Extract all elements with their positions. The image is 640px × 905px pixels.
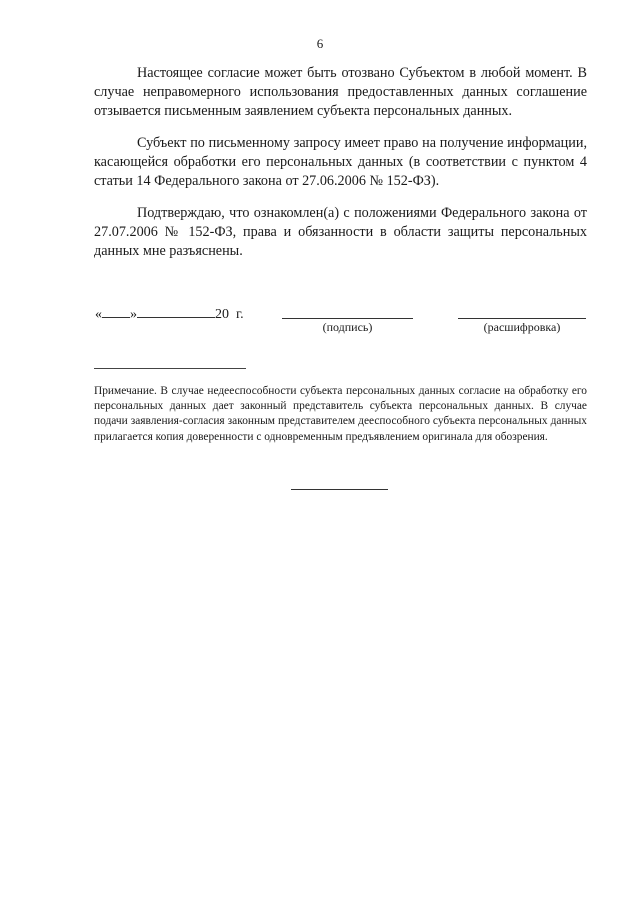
main-text bbox=[94, 64, 587, 261]
paragraph-information-right: Субъект по письменному запросу имеет право на получение информации, касающейся обработки его персональных данных (в соответствии с пунктом 4 статьи 14 Федерального закона от 27.06.2006 № 152-ФЗ). bbox=[94, 135, 587, 189]
year-suffix: г. bbox=[236, 307, 244, 322]
signature-row bbox=[0, 303, 640, 343]
footnote-note: Примечание. В случае недееспособности субъекта персональных данных согласие на обработку его персональных данных дает законный представитель субъекта персональных данных. В случае подачи заявления-согласия законным представителем дееспособного субъекта персональных данных прилагается копия доверенности с одновременным предъявлением оригинала для обозрения. bbox=[94, 385, 587, 443]
footnote-separator bbox=[94, 368, 246, 369]
decoding-caption: (расшифровка) bbox=[483, 320, 561, 334]
quote-open: « bbox=[95, 307, 102, 322]
page-number: 6 bbox=[316, 36, 324, 51]
decoding-line bbox=[458, 318, 586, 319]
month-blank bbox=[137, 303, 215, 318]
day-blank bbox=[102, 303, 130, 318]
quote-close: » bbox=[130, 307, 137, 322]
date-field bbox=[95, 303, 244, 323]
signature-line bbox=[282, 318, 413, 319]
end-of-document-rule bbox=[291, 489, 388, 490]
paragraph-consent-revocation: Настоящее согласие может быть отозвано Субъектом в любой момент. В случае неправомерного использования предоставленных данных соглашение отзывается письменным заявлением субъекта персональных данных. bbox=[94, 65, 587, 119]
paragraph-confirmation: Подтверждаю, что ознакомлен(а) с положениями Федерального закона от 27.07.2006 № 152-ФЗ, права и обязанности в области защиты персональных данных мне разъяснены. bbox=[94, 205, 587, 259]
year-prefix: 20 bbox=[215, 307, 229, 322]
signature-caption: (подпись) bbox=[322, 320, 373, 334]
